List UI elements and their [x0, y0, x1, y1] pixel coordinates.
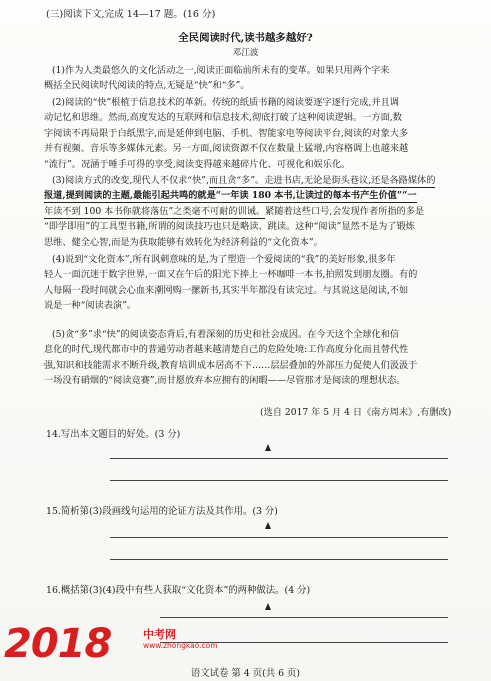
paragraph-line	[52, 173, 456, 188]
paragraph-line: (1)作为人类最悠久的文化活动之一,阅读正面临前所未有的变革。如果只用两个字来	[52, 65, 390, 76]
watermark-logo: 2018	[4, 621, 112, 667]
paragraph-5	[44, 327, 456, 389]
paragraph-line: 动记忆和思维。然而,高度发达的互联网和信息技术,彻底打破了这种阅读逻辑。一方面,数	[44, 112, 402, 124]
paragraph-text: (3)阅读方式的改变,现代人不仅求“快”,	[52, 175, 209, 186]
paragraph-line: 一场没有硝烟的“阅读竞赛”,而甘愿放弃本应拥有的闲暇——尽管那才是阅读的理想状态。	[44, 375, 406, 387]
paragraph-line: (4)说到“文化资本”,所有讽刺意味的是,为了塑造一个爱阅读的“我”的美好形象,很多年	[52, 254, 396, 265]
watermark-url: www.zhongkao.com	[143, 641, 218, 650]
answer-line[interactable]	[110, 537, 448, 538]
paragraph-text: 紧随着这些口号,会发现作者所指的多是	[265, 205, 425, 217]
question-16: 16.概括第(3)(4)段中有些人获取“文化资本”的两种做法。(4 分)	[46, 585, 311, 596]
question-15: 15.简析第(3)段画线句运用的论证方法及其作用。(3 分)	[46, 506, 278, 517]
paragraph-line: 息化的时代,现代都市中的普通劳动者越来越清楚自己的危险处境:工作高度分化而且替代性	[44, 344, 409, 356]
paragraph-line: “即学即用”的工具型书籍,所谓的阅读技巧也只是略读、跳读。这种“阅读”显然不是为了锻炼	[44, 221, 415, 233]
article-title: 全民阅读时代,读书越多越好?	[178, 32, 313, 44]
paragraph-line: 思维、健全心智,而是为获取能够有效转化为经济利益的“文化资本”。	[44, 236, 323, 248]
underlined-sentence: 而且贪“多”。走进书店,无论是街头巷议,还是各路媒体的	[208, 175, 436, 186]
underlined-sentence: 报道,提到阅读的主题,最能引起共鸣的就是“一年读 180 本书,让读过的每本书产生价值”“一	[44, 190, 417, 202]
underlined-sentence: 年读不到 100 本书你就将落伍”之类毫不可耐的训诫。	[44, 205, 266, 217]
answer-marker-icon	[265, 603, 271, 610]
paragraph-line: “流行”。况涵于唾手可得的享受,阅读变得越来越碎片化、可视化和娱乐化。	[44, 158, 351, 170]
paragraph-line: 轻人一面沉迷于数字世界,一面又在午后的阳光下捧上一杯咖啡一本书,拍照发到朋友圈。有的	[44, 269, 418, 281]
source-citation: (选自 2017 年 5 月 4 日《南方周末》,有删改)	[260, 407, 452, 418]
paragraph-line: 字阅读不再局限于白纸黑字,而是延伸到电脑、手机、智能家电等阅读平台,阅读的对象大多	[44, 127, 409, 139]
paragraph-1	[44, 63, 456, 94]
paragraph-line: 说是一种“阅读表演”。	[44, 300, 137, 312]
paragraph-2	[44, 95, 456, 172]
paragraph-3	[44, 173, 456, 250]
answer-line[interactable]	[110, 480, 448, 481]
paragraph-line: 并有视频、音乐等多媒体元素。另一方面,阅读资源不仅在数量上猛增,内容格调上也越来越	[44, 143, 409, 155]
page-footer: 语文试卷 第 4 页(共 6 页)	[190, 668, 301, 679]
answer-line[interactable]	[160, 617, 448, 618]
paragraph-4	[44, 252, 456, 314]
paragraph-line: (2)阅读的“快”根植于信息技术的革新。传统的纸质书籍的阅读要逐字逐行完成,并且调	[52, 97, 399, 108]
paragraph-line: 概括全民阅读时代阅读的特点,无疑是“快”和“多”。	[44, 80, 250, 92]
answer-line[interactable]	[110, 458, 448, 459]
answer-marker-icon	[265, 522, 271, 529]
answer-marker-icon	[265, 444, 271, 451]
paragraph-line	[44, 204, 456, 219]
article-author: 邓江波	[232, 48, 259, 58]
question-14: 14.写出本文题目的好处。(3 分)	[46, 429, 181, 440]
paragraph-line	[44, 188, 456, 203]
answer-line[interactable]	[110, 559, 448, 560]
paragraph-line: 强,知识和技能需求不断升级,教育培训成本居高不下……层层叠加的外部压力促使人们汲汲于	[44, 359, 418, 371]
watermark-site-name: 中考网	[143, 628, 176, 641]
paragraph-line: 人每隔一段时间就会心血来潮网购一摞新书,其实半年都没有读完过。与其说这是阅读,不如	[44, 284, 409, 296]
section-heading: (三)阅读下文,完成 14—17 题。(16 分)	[46, 9, 216, 20]
paragraph-line: (5)贪“多”求“快”的阅读姿态背后,有着深刻的历史和社会成因。在今天这个全球化和信	[52, 329, 400, 340]
